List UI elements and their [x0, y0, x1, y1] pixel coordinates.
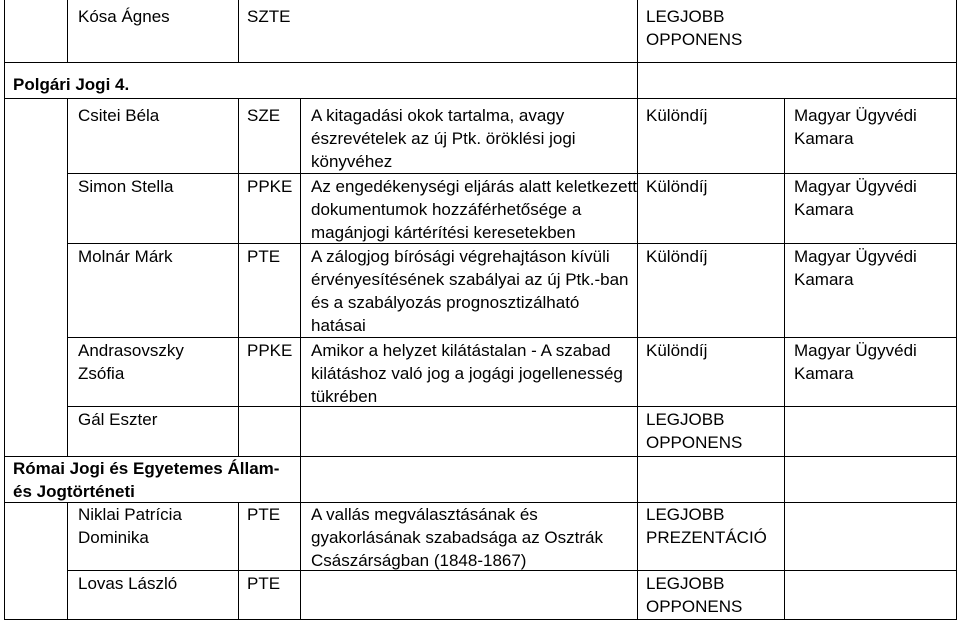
thesis-title: Az engedékenységi eljárás alatt keletkezett dokumentumok hozzáférhetősége a magánjogi kártérítési keresetekben — [311, 177, 638, 242]
thesis-title: A zálogjog bírósági végrehajtáson kívüli érvényesítésének szabályai az új Ptk.-ban és a szabályozás prognosztizálható hatásai — [311, 247, 629, 335]
university: PTE — [247, 505, 281, 524]
column-divider — [238, 502, 239, 620]
row-divider — [67, 173, 957, 174]
award: LEGJOBB PREZENTÁCIÓ — [646, 505, 767, 547]
column-divider — [67, 502, 68, 620]
award: Különdíj — [646, 247, 708, 266]
university: PPKE — [247, 341, 293, 360]
section-heading: Polgári Jogi 4. — [13, 75, 130, 94]
sponsor: Magyar Ügyvédi Kamara — [794, 341, 917, 383]
thesis-title: Amikor a helyzet kilátástalan - A szabad kilátáshoz való jog a jogági jogellenesség tükrében — [311, 341, 623, 406]
student-name: Kósa Ágnes — [78, 7, 170, 26]
row-divider — [4, 98, 957, 99]
student-name: Simon Stella — [78, 177, 174, 196]
table-border-left — [4, 0, 5, 620]
award: LEGJOBB OPPONENS — [646, 574, 743, 616]
award: LEGJOBB OPPONENS — [646, 7, 743, 49]
student-name: Andrasovszky Zsófia — [78, 341, 184, 383]
row-divider — [4, 62, 957, 63]
sponsor: Magyar Ügyvédi Kamara — [794, 247, 917, 289]
award: Különdíj — [646, 177, 708, 196]
student-name: Gál Eszter — [78, 410, 158, 429]
student-name: Niklai Patrícia Dominika — [78, 505, 182, 547]
university: SZTE — [247, 7, 291, 26]
award: LEGJOBB OPPONENS — [646, 410, 743, 452]
student-name: Lovas László — [78, 574, 178, 593]
student-name: Molnár Márk — [78, 247, 173, 266]
sponsor: Magyar Ügyvédi Kamara — [794, 106, 917, 148]
column-divider — [67, 98, 68, 456]
thesis-title: A vallás megválasztásának és gyakorlásának szabadsága az Osztrák Császárságban (1848-1867) — [311, 505, 603, 570]
column-divider — [637, 0, 638, 620]
table-border-right — [956, 0, 957, 620]
column-divider — [67, 0, 68, 62]
student-name: Csitei Béla — [78, 106, 160, 125]
award: Különdíj — [646, 106, 708, 125]
university: PTE — [247, 574, 281, 593]
row-divider — [67, 337, 957, 338]
sponsor: Magyar Ügyvédi Kamara — [794, 177, 917, 219]
section-heading: Római Jogi és Egyetemes Állam- és Jogtörténeti — [13, 459, 280, 501]
university: PTE — [247, 247, 281, 266]
column-divider — [300, 98, 301, 620]
column-divider — [238, 98, 239, 456]
university: PPKE — [247, 177, 293, 196]
award: Különdíj — [646, 341, 708, 360]
column-divider — [238, 0, 239, 62]
column-divider — [784, 98, 785, 620]
thesis-title: A kitagadási okok tartalma, avagy észrevételek az új Ptk. öröklési jogi könyvéhez — [311, 106, 576, 171]
university: SZE — [247, 106, 281, 125]
